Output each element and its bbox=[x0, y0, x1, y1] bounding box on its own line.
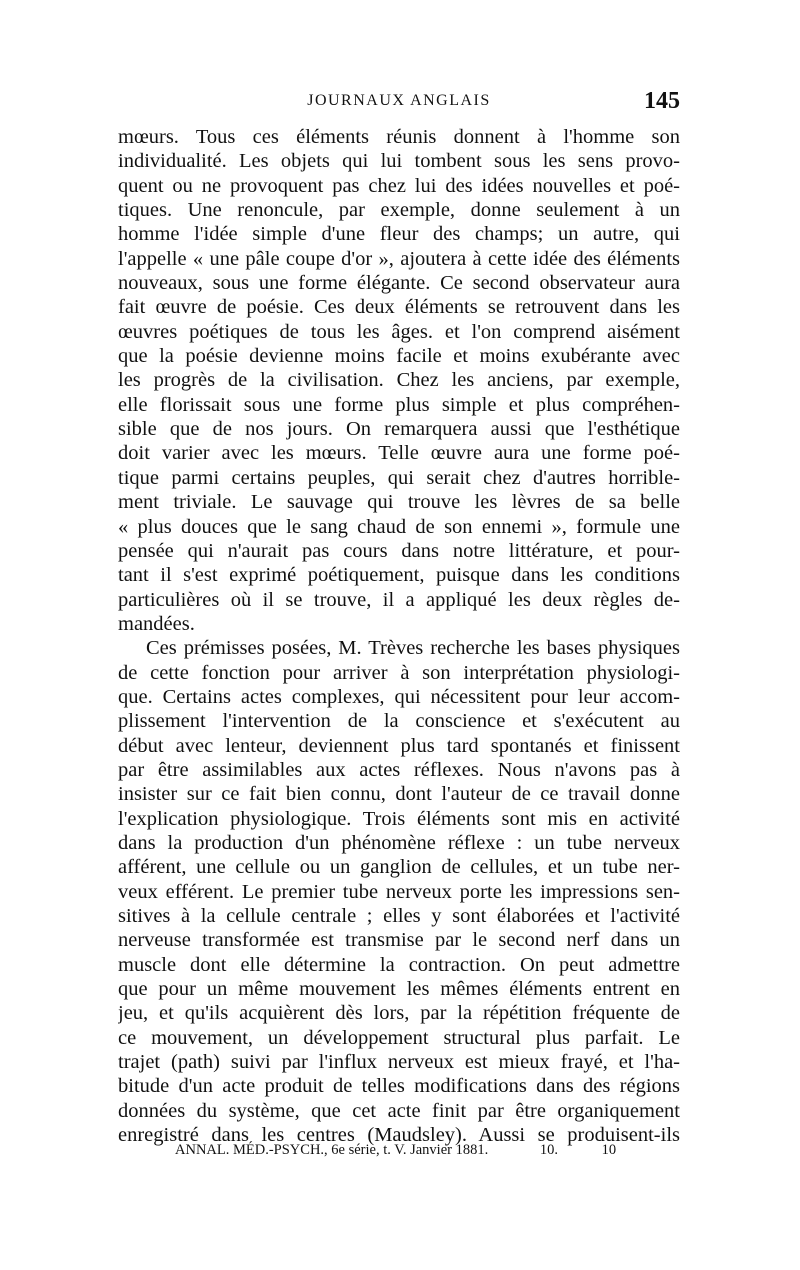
text-line: elle florissait sous une forme plus simple et plus compréhen- bbox=[118, 393, 680, 416]
text-line: doit varier avec les mœurs. Telle œuvre aura une forme poé- bbox=[118, 442, 680, 465]
journal-citation: ANNAL. MÉD.-PSYCH., 6e série, t. V. Janvier 1881. bbox=[175, 1142, 489, 1158]
text-line: homme l'idée simple d'une fleur des champs; un autre, qui bbox=[118, 223, 680, 246]
paragraph-start-line: Ces prémisses posées, M. Trèves recherche les bases physiques bbox=[146, 637, 680, 660]
text-line: ment triviale. Le sauvage qui trouve les lèvres de sa belle bbox=[118, 491, 680, 514]
text-line: tique parmi certains peuples, qui serait chez d'autres horrible- bbox=[118, 466, 680, 489]
text-line: sitives à la cellule centrale ; elles y sont élaborées et l'activité bbox=[118, 905, 680, 927]
signature-mark-b: 10 bbox=[601, 1142, 617, 1158]
text-line: ce mouvement, un développement structural plus parfait. Le bbox=[118, 1026, 680, 1049]
text-line: dans la production d'un phénomène réflexe : un tube nerveux bbox=[118, 831, 680, 854]
running-head bbox=[118, 88, 680, 116]
text-line: par être assimilables aux actes réflexes. Nous n'avons pas à bbox=[118, 758, 680, 781]
text-line: individualité. Les objets qui lui tombent sous les sens provo- bbox=[118, 150, 680, 173]
text-line: que pour un même mouvement les mêmes éléments entrent en bbox=[118, 978, 680, 1001]
text-line: afférent, une cellule ou un ganglion de cellules, et un tube ner- bbox=[118, 856, 680, 879]
text-line: tant il s'est exprimé poétiquement, puisque dans les conditions bbox=[118, 564, 680, 587]
text-line: mœurs. Tous ces éléments réunis donnent à l'homme son bbox=[118, 126, 680, 148]
running-title: JOURNAUX ANGLAIS bbox=[307, 92, 491, 109]
text-line: l'explication physiologique. Trois éléments sont mis en activité bbox=[118, 807, 680, 830]
text-line: début avec lenteur, deviennent plus tard spontanés et finissent bbox=[118, 734, 680, 757]
text-line: jeu, et qu'ils acquièrent dès lors, par la répétition fréquente de bbox=[118, 1002, 680, 1025]
text-line: insister sur ce fait bien connu, dont l'auteur de ce travail donne bbox=[118, 783, 680, 806]
text-line: pensée qui n'aurait pas cours dans notre littérature, et pour- bbox=[118, 539, 680, 562]
text-line: particulières où il se trouve, il a appliqué les deux règles de- bbox=[118, 588, 680, 611]
text-line: nerveuse transformée est transmise par le second nerf dans un bbox=[118, 929, 680, 952]
text-line: les progrès de la civilisation. Chez les anciens, par exemple, bbox=[118, 369, 680, 392]
text-line: veux efférent. Le premier tube nerveux porte les impressions sen- bbox=[118, 880, 680, 903]
text-line: l'appelle « une pâle coupe d'or », ajoutera à cette idée des éléments bbox=[118, 247, 680, 270]
text-line: tiques. Une renoncule, par exemple, donne seulement à un bbox=[118, 199, 680, 222]
text-line: enregistré dans les centres (Maudsley). Aussi se produisent-ils bbox=[118, 1124, 680, 1147]
text-line: de cette fonction pour arriver à son interprétation physiologi- bbox=[118, 661, 680, 684]
text-line: sible que de nos jours. On remarquera aussi que l'esthétique bbox=[118, 418, 680, 441]
text-line: trajet (path) suivi par l'influx nerveux est mieux frayé, et l'ha- bbox=[118, 1051, 680, 1074]
paragraph-end-line: mandées. bbox=[118, 612, 195, 635]
page-number: 145 bbox=[644, 88, 680, 114]
body-text bbox=[118, 125, 680, 1147]
text-line: nouveaux, sous une forme élégante. Ce second observateur aura bbox=[118, 272, 680, 295]
text-line: que la poésie devienne moins facile et moins exubérante avec bbox=[118, 345, 680, 368]
text-line: plissement l'intervention de la conscience et s'exécutent au bbox=[118, 710, 680, 733]
footer-signature bbox=[175, 1142, 616, 1159]
text-line: bitude d'un acte produit de telles modifications dans des régions bbox=[118, 1075, 680, 1098]
text-line: que. Certains actes complexes, qui nécessitent pour leur accom- bbox=[118, 685, 680, 708]
text-line: muscle dont elle détermine la contraction. On peut admettre bbox=[118, 953, 680, 976]
text-line: fait œuvre de poésie. Ces deux éléments se retrouvent dans les bbox=[118, 296, 680, 319]
text-line: « plus douces que le sang chaud de son ennemi », formule une bbox=[118, 515, 680, 538]
text-line: œuvres poétiques de tous les âges. et l'on comprend aisément bbox=[118, 320, 680, 343]
signature-mark-a: 10. bbox=[539, 1142, 558, 1158]
text-line: quent ou ne provoquent pas chez lui des idées nouvelles et poé- bbox=[118, 174, 680, 197]
text-line: données du système, que cet acte finit par être organiquement bbox=[118, 1099, 680, 1122]
